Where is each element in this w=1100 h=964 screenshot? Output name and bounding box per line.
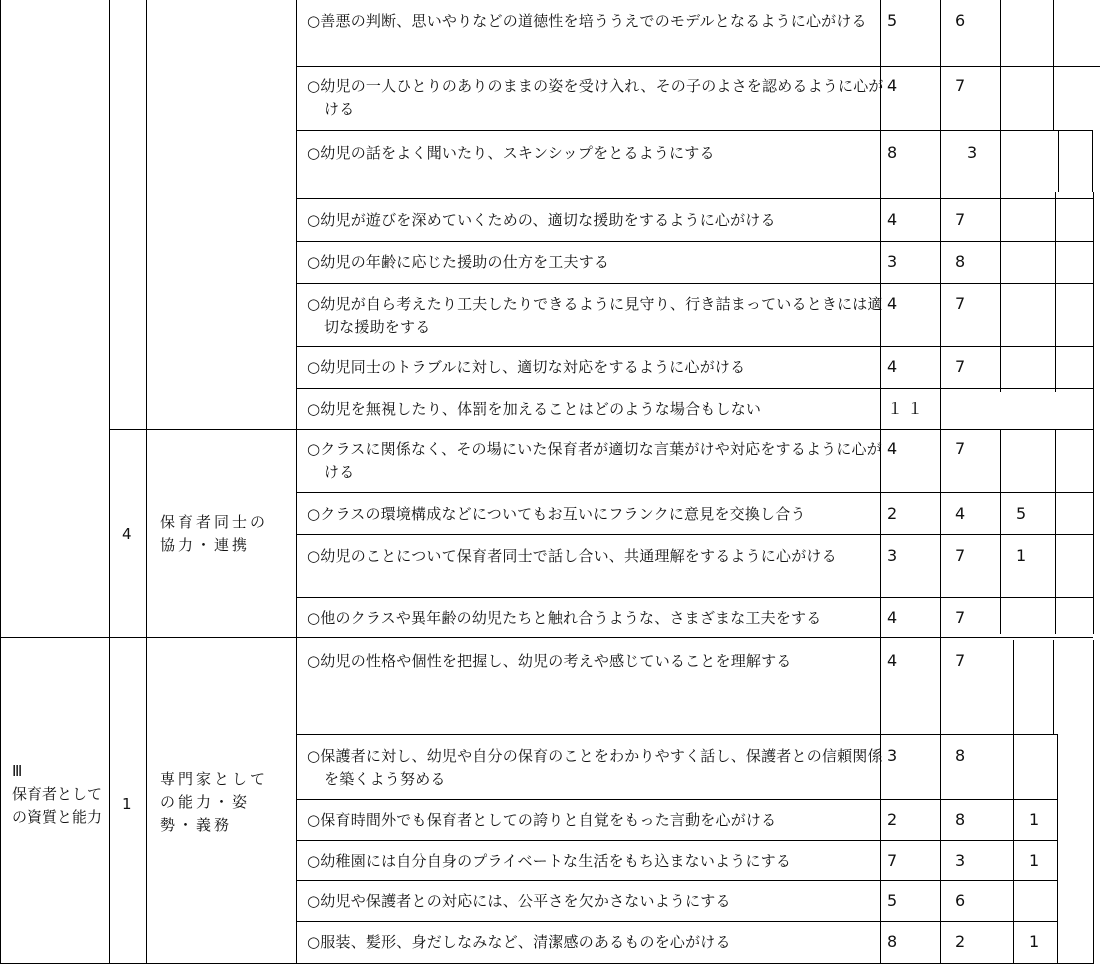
row-divider <box>296 66 1100 67</box>
count-cell: 3 <box>887 746 898 765</box>
col-divider-count4 <box>1093 192 1094 634</box>
col-divider-count4 <box>1093 640 1094 964</box>
count-cell: 8 <box>955 810 966 829</box>
subsection-title: 専門家としての能力・姿勢・義務 <box>160 770 269 834</box>
col-divider-count2 <box>1013 734 1014 964</box>
count-cell: 7 <box>955 357 966 376</box>
item-text: ○善悪の判断、思いやりなどの道徳性を培ううえでのモデルとなるように心がける <box>307 12 867 30</box>
col-divider-count3 <box>1058 130 1059 192</box>
col-divider-count1 <box>940 0 941 964</box>
count-cell: 4 <box>887 439 898 458</box>
col-divider-count3 <box>1053 640 1054 734</box>
item-text: ○幼児が遊びを深めていくための、適切な援助をするように心がける <box>307 211 776 229</box>
count-cell: 8 <box>887 932 898 951</box>
count-cell: 7 <box>955 76 966 95</box>
count-cell: 3 <box>955 851 966 870</box>
count-cell: １１ <box>887 399 928 418</box>
row-divider <box>296 130 1092 131</box>
count-cell: 7 <box>955 439 966 458</box>
count-cell: 4 <box>887 210 898 229</box>
col-divider-count3 <box>1053 0 1054 130</box>
count-cell: 1 <box>1029 851 1040 870</box>
count-cell: 3 <box>887 546 898 565</box>
section-label: Ⅲ 保育者としての資質と能力 <box>12 762 103 826</box>
count-cell: 6 <box>955 11 966 30</box>
col-divider-count2 <box>1000 430 1001 634</box>
count-cell: 1 <box>1029 810 1040 829</box>
count-cell: 4 <box>887 76 898 95</box>
row-divider <box>296 198 1093 199</box>
count-cell: 4 <box>887 651 898 670</box>
row-divider <box>296 492 1093 493</box>
row-divider <box>296 388 1093 389</box>
item-text: ○幼児の年齢に応じた援助の仕方を工夫する <box>307 253 610 271</box>
subsection-number: 1 <box>122 795 132 813</box>
item-text: ○保護者に対し、幼児や自分の保育のことをわかりやすく話し、保護者との信頼関係を築くよう努める <box>307 747 883 788</box>
count-cell: 2 <box>955 932 966 951</box>
item-text: ○幼児を無視したり、体罰を加えることはどのような場合もしない <box>307 400 762 418</box>
count-cell: 1 <box>1016 546 1027 565</box>
item-text: ○幼児の話をよく聞いたり、スキンシップをとるようにする <box>307 144 715 162</box>
col-divider-count3 <box>1057 734 1058 964</box>
count-cell: 6 <box>955 891 966 910</box>
count-cell: 4 <box>887 294 898 313</box>
item-text: ○幼児の一人ひとりのありのままの姿を受け入れ、その子のよさを認めるように心がける <box>307 77 884 118</box>
col-divider-count3 <box>1055 192 1056 392</box>
count-cell: 7 <box>955 210 966 229</box>
item-text: ○クラスの環境構成などについてもお互いにフランクに意見を交換し合う <box>307 505 806 523</box>
count-cell: 8 <box>955 746 966 765</box>
item-text: ○保育時間外でも保育者としての誇りと自覚をもった言動を心がける <box>307 811 777 829</box>
item-text: ○服装、髪形、身だしなみなど、清潔感のあるものを心がける <box>307 933 731 951</box>
border-left <box>0 0 1 964</box>
col-divider-title <box>296 0 297 964</box>
col-divider-count4 <box>1092 130 1093 192</box>
row-divider <box>296 241 1093 242</box>
count-cell: 1 <box>1029 932 1040 951</box>
col-divider-count3 <box>1055 430 1056 634</box>
item-text: ○クラスに関係なく、その場にいた保育者が適切な言葉がけや対応をするように心がける <box>307 440 882 481</box>
count-cell: 5 <box>887 891 898 910</box>
row-divider <box>296 734 1057 735</box>
subsection-number: 4 <box>122 525 132 543</box>
subsection-title: 保育者同士の協力・連携 <box>160 513 269 554</box>
col-divider-section <box>109 0 110 964</box>
row-divider <box>296 921 1057 922</box>
row-divider <box>296 283 1093 284</box>
row-divider <box>296 840 1057 841</box>
item-text: ○幼児のことについて保育者同士で話し合い、共通理解をするように心がける <box>307 547 837 565</box>
item-text: ○幼児や保護者との対応には、公平さを欠かさないようにする <box>307 892 731 910</box>
row-divider <box>296 799 1057 800</box>
count-cell: 7 <box>955 608 966 627</box>
item-text: ○他のクラスや異年齢の幼児たちと触れ合うような、さまざまな工夫をする <box>307 609 822 627</box>
count-cell: 2 <box>887 810 898 829</box>
section-divider <box>0 637 1093 638</box>
count-cell: 4 <box>887 608 898 627</box>
count-cell: 4 <box>887 357 898 376</box>
count-cell: 7 <box>887 851 898 870</box>
subsection-divider <box>109 429 1093 430</box>
count-cell: 5 <box>887 11 898 30</box>
item-text: ○幼児の性格や個性を把握し、幼児の考えや感じていることを理解する <box>307 652 792 670</box>
count-cell: 8 <box>955 252 966 271</box>
row-divider <box>296 597 1093 598</box>
count-cell: 5 <box>1016 504 1027 523</box>
count-cell: 4 <box>955 504 966 523</box>
count-cell: 2 <box>887 504 898 523</box>
col-divider-number <box>146 0 147 964</box>
row-divider <box>296 534 1093 535</box>
count-cell: 7 <box>955 294 966 313</box>
item-text: ○幼稚園には自分自身のプライベートな生活をもち込まないようにする <box>307 852 792 870</box>
row-divider <box>296 880 1057 881</box>
item-text: ○幼児同士のトラブルに対し、適切な対応をするように心がける <box>307 358 746 376</box>
col-divider-count2 <box>1000 0 1001 392</box>
count-cell: 3 <box>967 143 978 162</box>
count-cell: 3 <box>887 252 898 271</box>
col-divider-count2 <box>1013 640 1014 734</box>
count-cell: 7 <box>955 546 966 565</box>
row-divider <box>296 346 1093 347</box>
item-text: ○幼児が自ら考えたり工夫したりできるように見守り、行き詰まっているときには適切な援助をする <box>307 295 883 336</box>
count-cell: 8 <box>887 143 898 162</box>
count-cell: 7 <box>955 651 966 670</box>
